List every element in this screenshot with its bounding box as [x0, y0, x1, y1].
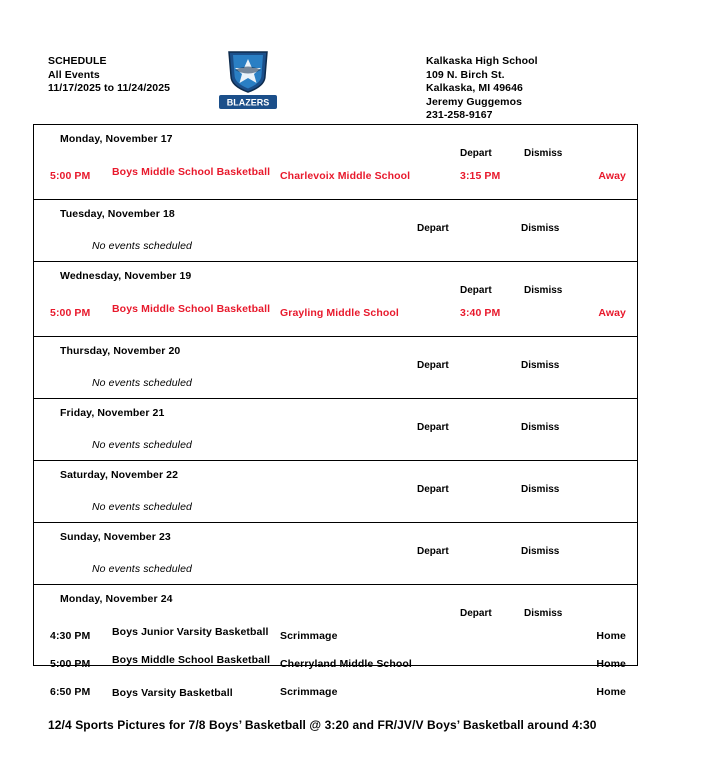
event-time: 6:50 PM — [50, 686, 91, 698]
no-events-message: No events scheduled — [92, 439, 192, 451]
event-time: 5:00 PM — [50, 307, 91, 319]
event-opponent: Grayling Middle School — [280, 307, 399, 319]
day-block — [34, 398, 637, 460]
day-title: Monday, November 24 — [60, 593, 173, 605]
event-team: Boys Junior Varsity Basketball — [112, 626, 269, 638]
header-left-block — [48, 55, 170, 96]
event-row — [34, 165, 637, 193]
day-block — [34, 125, 637, 193]
column-headers — [34, 282, 637, 302]
dismiss-column-header: Dismiss — [521, 223, 560, 234]
event-row — [34, 302, 637, 330]
day-block — [34, 261, 637, 330]
column-headers — [34, 145, 637, 165]
column-headers — [34, 481, 637, 501]
date-range-label: 11/17/2025 to 11/24/2025 — [48, 82, 171, 94]
event-time: 5:00 PM — [50, 658, 91, 670]
event-opponent: Scrimmage — [280, 686, 338, 698]
contact-phone: 231-258-9167 — [426, 109, 493, 121]
event-row — [34, 681, 637, 709]
depart-column-header: Depart — [417, 360, 449, 371]
event-depart-time: 3:15 PM — [460, 170, 501, 182]
day-title: Thursday, November 20 — [60, 345, 181, 357]
column-headers — [34, 605, 637, 625]
day-block — [34, 584, 637, 709]
event-team: Boys Middle School Basketball — [112, 654, 271, 666]
no-events-message: No events scheduled — [92, 240, 192, 252]
event-row — [34, 653, 637, 681]
event-depart-time: 3:40 PM — [460, 307, 501, 319]
header-right-block — [426, 55, 538, 123]
depart-column-header: Depart — [417, 422, 449, 433]
event-team: Boys Middle School Basketball — [112, 166, 271, 178]
event-location: Home — [596, 658, 626, 670]
event-team: Boys Varsity Basketball — [112, 687, 233, 699]
blazers-shield-icon — [225, 50, 271, 94]
depart-column-header: Depart — [460, 608, 492, 619]
school-street: 109 N. Birch St. — [426, 68, 505, 81]
day-block — [34, 522, 637, 584]
event-location: Home — [596, 630, 626, 642]
day-block — [34, 199, 637, 261]
blazers-wordmark — [219, 94, 277, 110]
event-time: 4:30 PM — [50, 630, 91, 642]
depart-column-header: Depart — [417, 223, 449, 234]
dismiss-column-header: Dismiss — [524, 608, 563, 619]
day-block — [34, 460, 637, 522]
column-headers — [34, 357, 637, 377]
depart-column-header: Depart — [417, 484, 449, 495]
dismiss-column-header: Dismiss — [521, 360, 560, 371]
all-events-label: All Events — [48, 68, 100, 81]
document-header — [0, 50, 701, 122]
dismiss-column-header: Dismiss — [521, 484, 560, 495]
column-headers — [34, 543, 637, 563]
event-opponent: Cherryland Middle School — [280, 658, 412, 670]
event-time: 5:00 PM — [50, 170, 91, 182]
dismiss-column-header: Dismiss — [521, 422, 560, 433]
school-city-state-zip: Kalkaska, MI 49646 — [426, 82, 523, 94]
day-title: Friday, November 21 — [60, 407, 165, 419]
column-headers — [34, 419, 637, 439]
contact-name: Jeremy Guggemos — [426, 95, 523, 108]
day-title: Tuesday, November 18 — [60, 208, 175, 220]
svg-text:BLAZERS: BLAZERS — [226, 97, 270, 108]
day-title: Monday, November 17 — [60, 133, 173, 145]
schedule-table — [33, 124, 638, 699]
depart-column-header: Depart — [460, 148, 492, 159]
event-location: Home — [596, 686, 626, 698]
dismiss-column-header: Dismiss — [524, 148, 563, 159]
dismiss-column-header: Dismiss — [521, 546, 560, 557]
day-title: Sunday, November 23 — [60, 531, 171, 543]
no-events-message: No events scheduled — [92, 377, 192, 389]
schedule-label: SCHEDULE — [48, 55, 107, 67]
footer-note: 12/4 Sports Pictures for 7/8 Boys’ Basketball @ 3:20 and FR/JV/V Boys’ Basketball around 4:30 — [48, 718, 597, 732]
event-location: Away — [598, 170, 626, 182]
no-events-message: No events scheduled — [92, 501, 192, 513]
dismiss-column-header: Dismiss — [524, 285, 563, 296]
column-headers — [34, 220, 637, 240]
school-logo — [219, 50, 277, 112]
day-block — [34, 336, 637, 398]
depart-column-header: Depart — [460, 285, 492, 296]
event-location: Away — [598, 307, 626, 319]
day-title: Saturday, November 22 — [60, 469, 179, 481]
event-row — [34, 625, 637, 653]
depart-column-header: Depart — [417, 546, 449, 557]
no-events-message: No events scheduled — [92, 563, 192, 575]
day-title: Wednesday, November 19 — [60, 270, 192, 282]
school-name: Kalkaska High School — [426, 55, 538, 67]
event-team: Boys Middle School Basketball — [112, 303, 271, 315]
event-opponent: Charlevoix Middle School — [280, 170, 411, 182]
event-opponent: Scrimmage — [280, 630, 338, 642]
